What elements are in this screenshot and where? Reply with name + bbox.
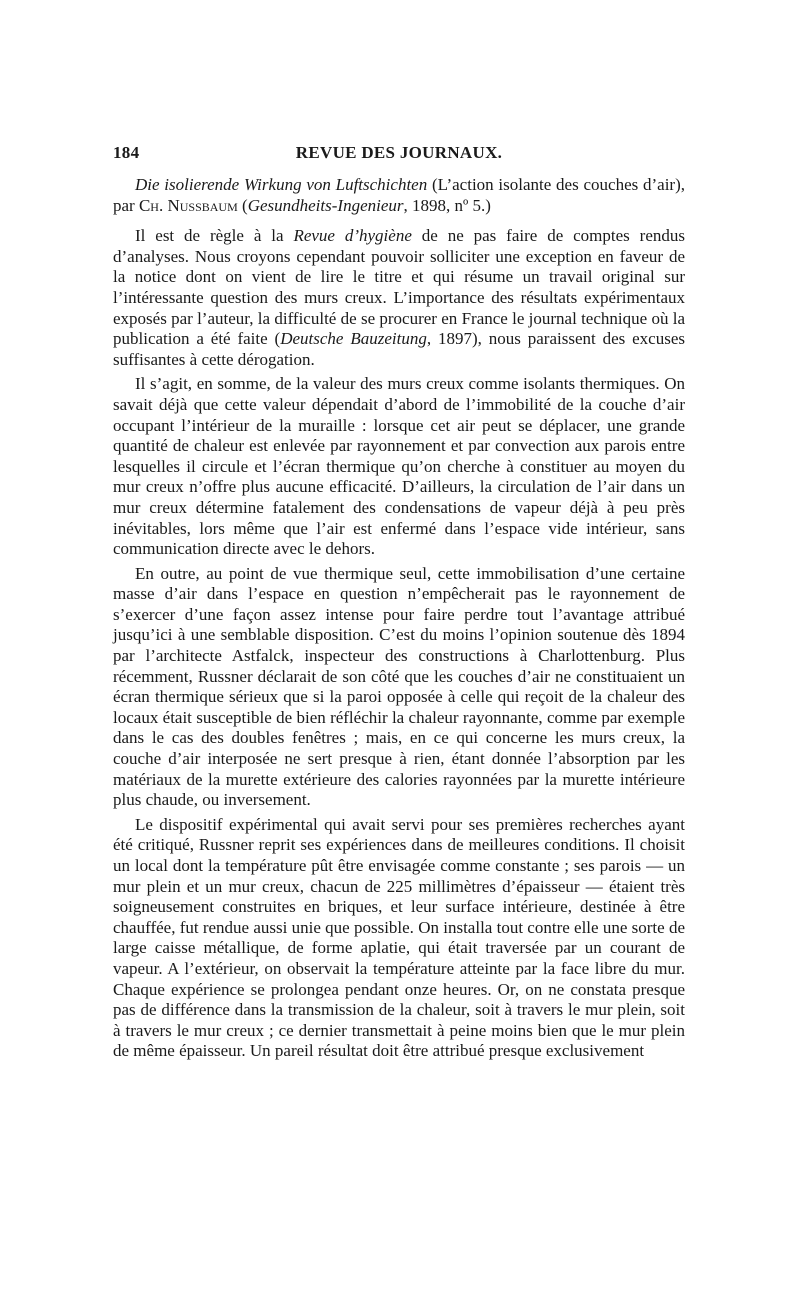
source-journal: Gesundheits-Ingenieur [247, 195, 404, 215]
paragraph-1-text-c: , 1897), nous paraissent des excuses suffisantes à cette dérogation. [113, 329, 686, 369]
paragraph-1-italic-a: Revue d’hygiène [293, 226, 412, 246]
source-details: , 1898, nº 5.) [403, 195, 491, 215]
article-title: Die isolierende Wirkung von Luftschichten [135, 175, 428, 194]
paragraph-2: Il s’agit, en somme, de la valeur des murs creux comme isolants thermiques. On savait déjà que cette valeur dépendait d’abord de l’immobilité de la couche d’air occupant l’intérieur de la muraille : lorsque cet air peut se déplacer, une grande quantité de chaleur est enlevée par rayonnement et par convection aux parois entre lesquelles il circule et l’écran thermique qu’on cherche à constituer au moyen du mur creux n’offre plus aucune efficacité. D’ailleurs, la circulation de l’air dans un mur creux détermine fatalement des condensations de vapeur déjà à peu près inévitables, lors même que l’air est enfermé dans l’espace vide intérieur, sans communication directe avec le dehors. [113, 374, 685, 559]
page-number: 184 [113, 143, 140, 162]
article-body [113, 175, 685, 1066]
paragraph-1-text-b: de ne pas faire de comptes rendus d’analyses. Nous croyons cependant pouvoir solliciter une exception en faveur de la notice dont on vient de lire le titre et qui résume un travail original sur l’intéressante question des murs creux. L’importance des résultats expérimentaux exposés par l’auteur, la difficulté de se procurer en France le journal technique où la publication a été faite ( [113, 226, 685, 349]
paragraph-1-text-a: Il est de règle à la [135, 226, 294, 246]
paragraph-1 [113, 226, 685, 370]
article-author: Ch. Nussbaum [138, 195, 238, 215]
running-title: REVUE DES JOURNAUX. [295, 143, 503, 162]
running-header [113, 143, 685, 167]
source-open: ( [237, 195, 248, 215]
paragraph-3: En outre, au point de vue thermique seul, cette immobilisation d’une certaine masse d’air dans l’espace en question n’empêcherait pas le rayonnement de s’exercer d’une façon assez intense pour faire perdre tout l’avantage attribué jusqu’ici à une semblable disposition. C’est du moins l’opinion soutenue dès 1894 par l’architecte Astfalck, inspecteur des constructions à Charlottenburg. Plus récemment, Russner déclarait de son côté que les couches d’air ne constituaient un écran thermique sérieux que si la paroi opposée à celle qui reçoit de la chaleur des locaux était susceptible de bien réfléchir la chaleur rayonnante, comme par exemple dans le cas des doubles fenêtres ; mais, en ce qui concerne les murs creux, la couche d’air interposée ne sert presque à rien, étant donnée l’absorption par les matériaux de la murette extérieure des calories rayonnées par la murette intérieure plus chaude, ou inversement. [113, 563, 685, 810]
paragraph-4: Le dispositif expérimental qui avait servi pour ses premières recherches ayant été critiqué, Russner reprit ses expériences dans de meilleures conditions. Il choisit un local dont la température pût être envisagée comme constante ; ses parois — un mur plein et un mur creux, chacun de 225 millimètres d’épaisseur — étaient très soigneusement construites en briques, et leur surface intérieure, destinée à être chauffée, fut rendue aussi unie que possible. On installa tout contre elle une sorte de large caisse métallique, de forme aplatie, qui était traversée par un courant de vapeur. A l’extérieur, on observait la température atteinte par la face libre du mur. Chaque expérience se prolongea pendant onze heures. Or, on ne constata presque pas de différence dans la transmission de la chaleur, soit à travers le mur plein, soit à travers le mur creux ; ce dernier transmettait à peine moins bien que le mur plein de même épaisseur. Un pareil résultat doit être attribué presque exclusivement [113, 814, 685, 1061]
article-citation [113, 175, 685, 216]
article-translation: (L’action isolante des couches d’air), par [113, 175, 685, 215]
paragraph-1-italic-b: Deutsche Bauzeitung [280, 329, 427, 349]
